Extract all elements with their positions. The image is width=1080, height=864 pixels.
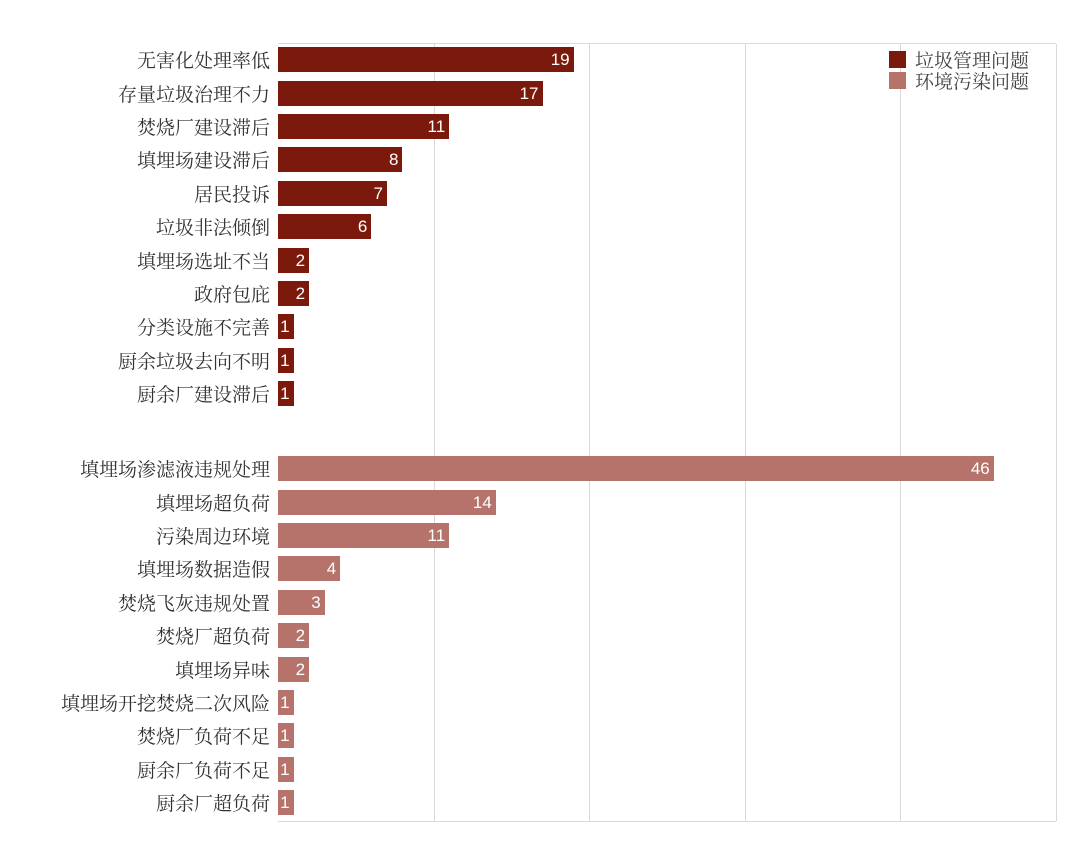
category-label: 焚烧飞灰违规处置 <box>117 593 270 615</box>
bar-row <box>0 143 1056 176</box>
value-label: 1 <box>280 726 290 746</box>
bar <box>278 790 294 815</box>
bar <box>278 181 387 206</box>
category-label: 居民投诉 <box>193 184 270 206</box>
value-label: 46 <box>970 459 990 479</box>
bar <box>278 114 449 139</box>
bar-track <box>278 723 1056 748</box>
bar-row <box>0 310 1056 343</box>
bar-track <box>278 523 1056 548</box>
series-group-management <box>0 43 1056 410</box>
bar-track <box>278 114 1056 139</box>
value-label: 2 <box>295 283 306 303</box>
bar-row <box>0 719 1056 752</box>
bar-track <box>278 757 1056 782</box>
value-label: 14 <box>472 492 492 512</box>
series-group-pollution <box>0 452 1056 819</box>
legend-item-pollution[interactable] <box>889 70 1029 91</box>
bar <box>278 757 294 782</box>
value-label: 3 <box>311 592 321 612</box>
category-label: 填埋场数据造假 <box>136 560 270 582</box>
bar-row <box>0 277 1056 310</box>
bar-row <box>0 586 1056 619</box>
value-label: 11 <box>427 116 446 136</box>
value-label: 1 <box>280 692 290 712</box>
category-label: 焚烧厂建设滞后 <box>136 117 270 139</box>
bar-track <box>278 657 1056 682</box>
category-label: 厨余厂负荷不足 <box>136 760 270 782</box>
bar <box>278 657 309 682</box>
bar-row <box>0 344 1056 377</box>
bar-track <box>278 590 1056 615</box>
category-label: 分类设施不完善 <box>136 318 270 340</box>
bar-track <box>278 314 1056 339</box>
gridline-50 <box>1056 44 1057 821</box>
bar-row <box>0 243 1056 276</box>
category-label: 厨余厂建设滞后 <box>136 385 270 407</box>
category-label: 焚烧厂超负荷 <box>155 627 270 649</box>
category-label: 政府包庇 <box>193 284 270 306</box>
bar <box>278 281 309 306</box>
legend-swatch-pollution <box>889 72 906 89</box>
value-label: 2 <box>295 250 306 270</box>
bar-row <box>0 177 1056 210</box>
bar-track <box>278 790 1056 815</box>
bar-track <box>278 690 1056 715</box>
bar-track <box>278 214 1056 239</box>
bar-row <box>0 110 1056 143</box>
legend-swatch-management <box>889 51 906 68</box>
value-label: 1 <box>280 350 290 370</box>
category-label: 垃圾非法倾倒 <box>155 218 270 240</box>
bar-track <box>278 623 1056 648</box>
category-label: 填埋场建设滞后 <box>136 151 270 173</box>
bar-track <box>278 381 1056 406</box>
category-label: 填埋场超负荷 <box>155 493 270 515</box>
value-label: 6 <box>357 217 368 237</box>
bar <box>278 490 496 515</box>
category-label: 无害化处理率低 <box>136 51 270 73</box>
value-label: 2 <box>295 626 306 646</box>
bar <box>278 723 294 748</box>
bar <box>278 590 325 615</box>
category-label: 填埋场异味 <box>174 660 270 682</box>
legend-label: 垃圾管理问题 <box>915 51 1030 72</box>
value-label: 17 <box>519 83 539 103</box>
category-label: 填埋场选址不当 <box>136 251 270 273</box>
category-label: 存量垃圾治理不力 <box>117 84 270 106</box>
bar <box>278 248 309 273</box>
value-label: 1 <box>280 317 290 337</box>
value-label: 1 <box>280 759 290 779</box>
bar <box>278 348 294 373</box>
bar-row <box>0 686 1056 719</box>
bar <box>278 623 309 648</box>
bar-track <box>278 181 1056 206</box>
bar <box>278 523 449 548</box>
bar-track <box>278 456 1056 481</box>
bar-track <box>278 281 1056 306</box>
bar-row <box>0 377 1056 410</box>
bar-row <box>0 786 1056 819</box>
value-label: 7 <box>373 183 383 203</box>
value-label: 2 <box>295 659 306 679</box>
value-label: 1 <box>280 793 290 813</box>
bar <box>278 147 402 172</box>
value-label: 1 <box>280 384 290 404</box>
bar-row <box>0 452 1056 485</box>
bar <box>278 47 574 72</box>
bar-row <box>0 652 1056 685</box>
bar <box>278 456 994 481</box>
bar-row <box>0 619 1056 652</box>
bar-track <box>278 490 1056 515</box>
bar-row <box>0 210 1056 243</box>
bar <box>278 81 543 106</box>
bar-row <box>0 552 1056 585</box>
legend <box>889 49 1029 91</box>
bar-track <box>278 147 1056 172</box>
bar <box>278 556 340 581</box>
category-label: 厨余厂超负荷 <box>155 794 270 816</box>
value-label: 8 <box>389 150 399 170</box>
value-label: 19 <box>550 50 570 70</box>
category-label: 填埋场渗滤液违规处理 <box>79 460 270 482</box>
bar-track <box>278 248 1056 273</box>
legend-label: 环境污染问题 <box>915 72 1030 93</box>
bar <box>278 314 294 339</box>
category-label: 厨余垃圾去向不明 <box>117 351 270 373</box>
bar-row <box>0 485 1056 518</box>
bar-track <box>278 556 1056 581</box>
value-label: 11 <box>427 525 446 545</box>
bar <box>278 690 294 715</box>
bar <box>278 214 371 239</box>
category-label: 污染周边环境 <box>155 526 270 548</box>
bar-row <box>0 519 1056 552</box>
value-label: 4 <box>326 559 337 579</box>
bar-row <box>0 753 1056 786</box>
bar <box>278 381 294 406</box>
category-label: 焚烧厂负荷不足 <box>136 727 270 749</box>
category-label: 填埋场开挖焚烧二次风险 <box>60 693 270 715</box>
bar-track <box>278 348 1056 373</box>
